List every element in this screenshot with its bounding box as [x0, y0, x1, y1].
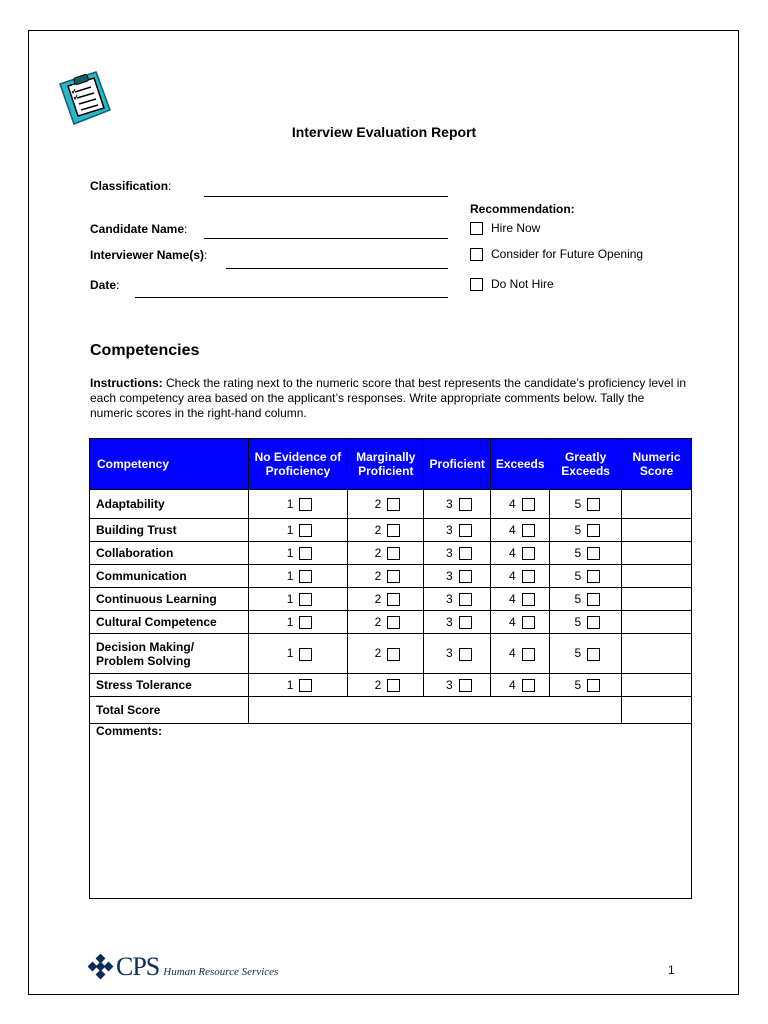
- rating-checkbox[interactable]: [299, 616, 312, 629]
- rating-number: 2: [374, 522, 382, 537]
- total-score-row: [90, 697, 692, 724]
- rating-number: 1: [286, 522, 294, 537]
- competency-table: [89, 438, 692, 899]
- rating-number: 3: [446, 614, 453, 629]
- do-not-hire-checkbox[interactable]: [470, 278, 483, 291]
- competency-name: Communication: [90, 565, 249, 588]
- rating-checkbox[interactable]: [387, 570, 400, 583]
- header-no-evidence: No Evidence of Proficiency: [248, 439, 348, 490]
- rating-checkbox[interactable]: [587, 616, 600, 629]
- rating-number: 2: [374, 496, 382, 511]
- rating-checkbox[interactable]: [387, 498, 400, 511]
- total-score-cell[interactable]: [622, 697, 692, 724]
- rating-cell: [348, 542, 424, 565]
- rating-checkbox[interactable]: [387, 593, 400, 606]
- rating-cell: [248, 674, 348, 697]
- rating-cell: [550, 588, 622, 611]
- rating-cell: [424, 611, 491, 634]
- rating-cell: [550, 565, 622, 588]
- table-row-building-trust: [90, 519, 692, 542]
- clipboard-icon: [56, 70, 114, 126]
- table-row-communication: [90, 565, 692, 588]
- rating-number: 5: [574, 646, 582, 661]
- logo-subtext: Human Resource Services: [163, 966, 279, 978]
- rating-cell: [348, 674, 424, 697]
- rating-checkbox[interactable]: [459, 524, 472, 537]
- rating-checkbox[interactable]: [299, 570, 312, 583]
- rating-cell: [491, 490, 550, 519]
- rating-cell: [491, 611, 550, 634]
- rating-checkbox[interactable]: [459, 570, 472, 583]
- rating-number: 4: [509, 545, 516, 560]
- rating-cell: [348, 634, 424, 674]
- document-title: Interview Evaluation Report: [291, 124, 477, 140]
- rating-number: 5: [574, 496, 582, 511]
- rating-number: 5: [574, 677, 582, 692]
- numeric-score-cell[interactable]: [622, 519, 692, 542]
- rating-checkbox[interactable]: [522, 616, 535, 629]
- table-row-stress-tolerance: [90, 674, 692, 697]
- rating-cell: [348, 519, 424, 542]
- rating-cell: [491, 519, 550, 542]
- rating-checkbox[interactable]: [587, 524, 600, 537]
- rating-number: 3: [446, 545, 453, 560]
- rating-number: 5: [574, 545, 582, 560]
- rating-number: 3: [446, 496, 453, 511]
- cps-diamond-icon: [88, 954, 114, 980]
- page-number: 1: [668, 963, 675, 977]
- rating-cell: [424, 490, 491, 519]
- do-not-hire-label: Do Not Hire: [491, 277, 554, 291]
- rating-checkbox[interactable]: [387, 616, 400, 629]
- table-row-adaptability: [90, 490, 692, 519]
- rating-number: 4: [509, 496, 516, 511]
- interviewer-names-field[interactable]: [226, 268, 448, 269]
- rating-checkbox[interactable]: [459, 679, 472, 692]
- rating-checkbox[interactable]: [299, 524, 312, 537]
- competency-name: Collaboration: [90, 542, 249, 565]
- numeric-score-cell[interactable]: [622, 588, 692, 611]
- table-row-collaboration: [90, 542, 692, 565]
- rating-cell: [248, 634, 348, 674]
- rating-checkbox[interactable]: [522, 570, 535, 583]
- classification-field[interactable]: [204, 196, 448, 197]
- candidate-name-label: Candidate Name:: [90, 222, 188, 236]
- rating-checkbox[interactable]: [299, 679, 312, 692]
- rating-checkbox[interactable]: [522, 679, 535, 692]
- numeric-score-cell[interactable]: [622, 542, 692, 565]
- rating-number: 4: [509, 568, 516, 583]
- rating-cell: [424, 519, 491, 542]
- rating-cell: [348, 565, 424, 588]
- rating-cell: [491, 565, 550, 588]
- candidate-name-field[interactable]: [204, 238, 448, 239]
- rating-number: 5: [574, 591, 582, 606]
- rating-checkbox[interactable]: [587, 498, 600, 511]
- competency-name: Stress Tolerance: [90, 674, 249, 697]
- rating-cell: [248, 519, 348, 542]
- table-row-continuous-learning: [90, 588, 692, 611]
- rating-checkbox[interactable]: [387, 648, 400, 661]
- rating-number: 4: [509, 522, 516, 537]
- rating-checkbox[interactable]: [459, 547, 472, 560]
- logo-text: CPS: [116, 952, 160, 981]
- rating-cell: [248, 565, 348, 588]
- numeric-score-cell[interactable]: [622, 611, 692, 634]
- rating-number: 2: [374, 614, 382, 629]
- rating-number: 3: [446, 591, 453, 606]
- header-competency: Competency: [90, 439, 249, 490]
- rating-cell: [424, 588, 491, 611]
- rating-checkbox[interactable]: [299, 498, 312, 511]
- rating-cell: [424, 674, 491, 697]
- rating-cell: [491, 588, 550, 611]
- rating-cell: [550, 674, 622, 697]
- header-greatly-exceeds: Greatly Exceeds: [550, 439, 622, 490]
- rating-checkbox[interactable]: [587, 679, 600, 692]
- rating-number: 1: [286, 677, 294, 692]
- rating-checkbox[interactable]: [587, 593, 600, 606]
- comments-label: Comments:: [96, 724, 163, 738]
- rating-number: 5: [574, 614, 582, 629]
- rating-number: 3: [446, 646, 453, 661]
- rating-number: 1: [286, 614, 294, 629]
- rating-checkbox[interactable]: [587, 547, 600, 560]
- numeric-score-cell[interactable]: [622, 634, 692, 674]
- competency-name: Building Trust: [90, 519, 249, 542]
- rating-number: 1: [286, 591, 294, 606]
- hire-now-option[interactable]: [470, 221, 540, 235]
- rating-number: 3: [446, 522, 453, 537]
- rating-cell: [491, 542, 550, 565]
- rating-number: 2: [374, 568, 382, 583]
- rating-number: 4: [509, 677, 516, 692]
- table-header-row: [90, 439, 692, 490]
- rating-number: 2: [374, 591, 382, 606]
- rating-checkbox[interactable]: [522, 648, 535, 661]
- rating-checkbox[interactable]: [522, 524, 535, 537]
- rating-number: 3: [446, 568, 453, 583]
- date-label: Date:: [90, 278, 120, 292]
- consider-future-option[interactable]: [470, 247, 643, 261]
- rating-cell: [248, 490, 348, 519]
- comments-box[interactable]: [90, 724, 692, 899]
- rating-checkbox[interactable]: [522, 498, 535, 511]
- table-row-decision-making: [90, 634, 692, 674]
- competency-name: Decision Making/ Problem Solving: [90, 634, 249, 674]
- competency-name: Continuous Learning: [90, 588, 249, 611]
- rating-checkbox[interactable]: [522, 593, 535, 606]
- rating-number: 2: [374, 646, 382, 661]
- consider-future-label: Consider for Future Opening: [491, 247, 644, 261]
- rating-checkbox[interactable]: [587, 570, 600, 583]
- date-field[interactable]: [135, 297, 448, 298]
- rating-cell: [491, 674, 550, 697]
- rating-checkbox[interactable]: [587, 648, 600, 661]
- rating-checkbox[interactable]: [299, 648, 312, 661]
- rating-cell: [248, 611, 348, 634]
- rating-cell: [550, 611, 622, 634]
- rating-number: 5: [574, 522, 582, 537]
- rating-cell: [348, 490, 424, 519]
- rating-cell: [424, 542, 491, 565]
- header-exceeds: Exceeds: [491, 439, 550, 490]
- rating-number: 4: [509, 591, 516, 606]
- recommendation-heading: Recommendation:: [470, 202, 575, 216]
- rating-checkbox[interactable]: [387, 524, 400, 537]
- hire-now-label: Hire Now: [491, 221, 541, 235]
- rating-cell: [491, 634, 550, 674]
- numeric-score-cell[interactable]: [622, 490, 692, 519]
- header-numeric-score: Numeric Score: [622, 439, 692, 490]
- classification-label: Classification:: [90, 179, 172, 193]
- rating-cell: [424, 634, 491, 674]
- rating-number: 1: [286, 646, 294, 661]
- rating-number: 4: [509, 646, 516, 661]
- instructions-text: Instructions: Check the rating next to the numeric score that best represents the candidate’s proficiency level in each competency area based on the applicant’s responses. Write appropriate comments below. Tally the numeric scores in the right-hand column.: [90, 376, 687, 420]
- rating-cell: [550, 519, 622, 542]
- cps-logo: [88, 944, 278, 980]
- rating-checkbox[interactable]: [299, 547, 312, 560]
- competencies-heading: Competencies: [90, 342, 200, 359]
- numeric-score-cell[interactable]: [622, 565, 692, 588]
- rating-checkbox[interactable]: [459, 498, 472, 511]
- competency-name: Adaptability: [90, 490, 249, 519]
- interviewer-names-label: Interviewer Name(s):: [90, 248, 208, 262]
- rating-number: 4: [509, 614, 516, 629]
- competency-name: Cultural Competence: [90, 611, 249, 634]
- rating-cell: [550, 542, 622, 565]
- rating-checkbox[interactable]: [387, 679, 400, 692]
- hire-now-checkbox[interactable]: [470, 222, 483, 235]
- total-score-spacer: [248, 697, 622, 724]
- consider-future-checkbox[interactable]: [470, 248, 483, 261]
- rating-checkbox[interactable]: [459, 593, 472, 606]
- rating-cell: [550, 490, 622, 519]
- header-proficient: Proficient: [424, 439, 491, 490]
- rating-cell: [424, 565, 491, 588]
- rating-number: 2: [374, 677, 382, 692]
- rating-checkbox[interactable]: [387, 547, 400, 560]
- rating-cell: [248, 542, 348, 565]
- rating-cell: [348, 588, 424, 611]
- rating-checkbox[interactable]: [459, 616, 472, 629]
- table-row-cultural-competence: [90, 611, 692, 634]
- do-not-hire-option[interactable]: [470, 277, 554, 291]
- rating-number: 5: [574, 568, 582, 583]
- rating-number: 3: [446, 677, 453, 692]
- rating-cell: [550, 634, 622, 674]
- rating-number: 2: [374, 545, 382, 560]
- rating-number: 1: [286, 545, 294, 560]
- rating-number: 1: [286, 568, 294, 583]
- total-score-label: Total Score: [90, 697, 249, 724]
- rating-checkbox[interactable]: [459, 648, 472, 661]
- rating-number: 1: [286, 496, 294, 511]
- rating-checkbox[interactable]: [522, 547, 535, 560]
- rating-checkbox[interactable]: [299, 593, 312, 606]
- header-marginally-proficient: Marginally Proficient: [348, 439, 424, 490]
- rating-cell: [248, 588, 348, 611]
- comments-row: [90, 724, 692, 899]
- rating-cell: [348, 611, 424, 634]
- numeric-score-cell[interactable]: [622, 674, 692, 697]
